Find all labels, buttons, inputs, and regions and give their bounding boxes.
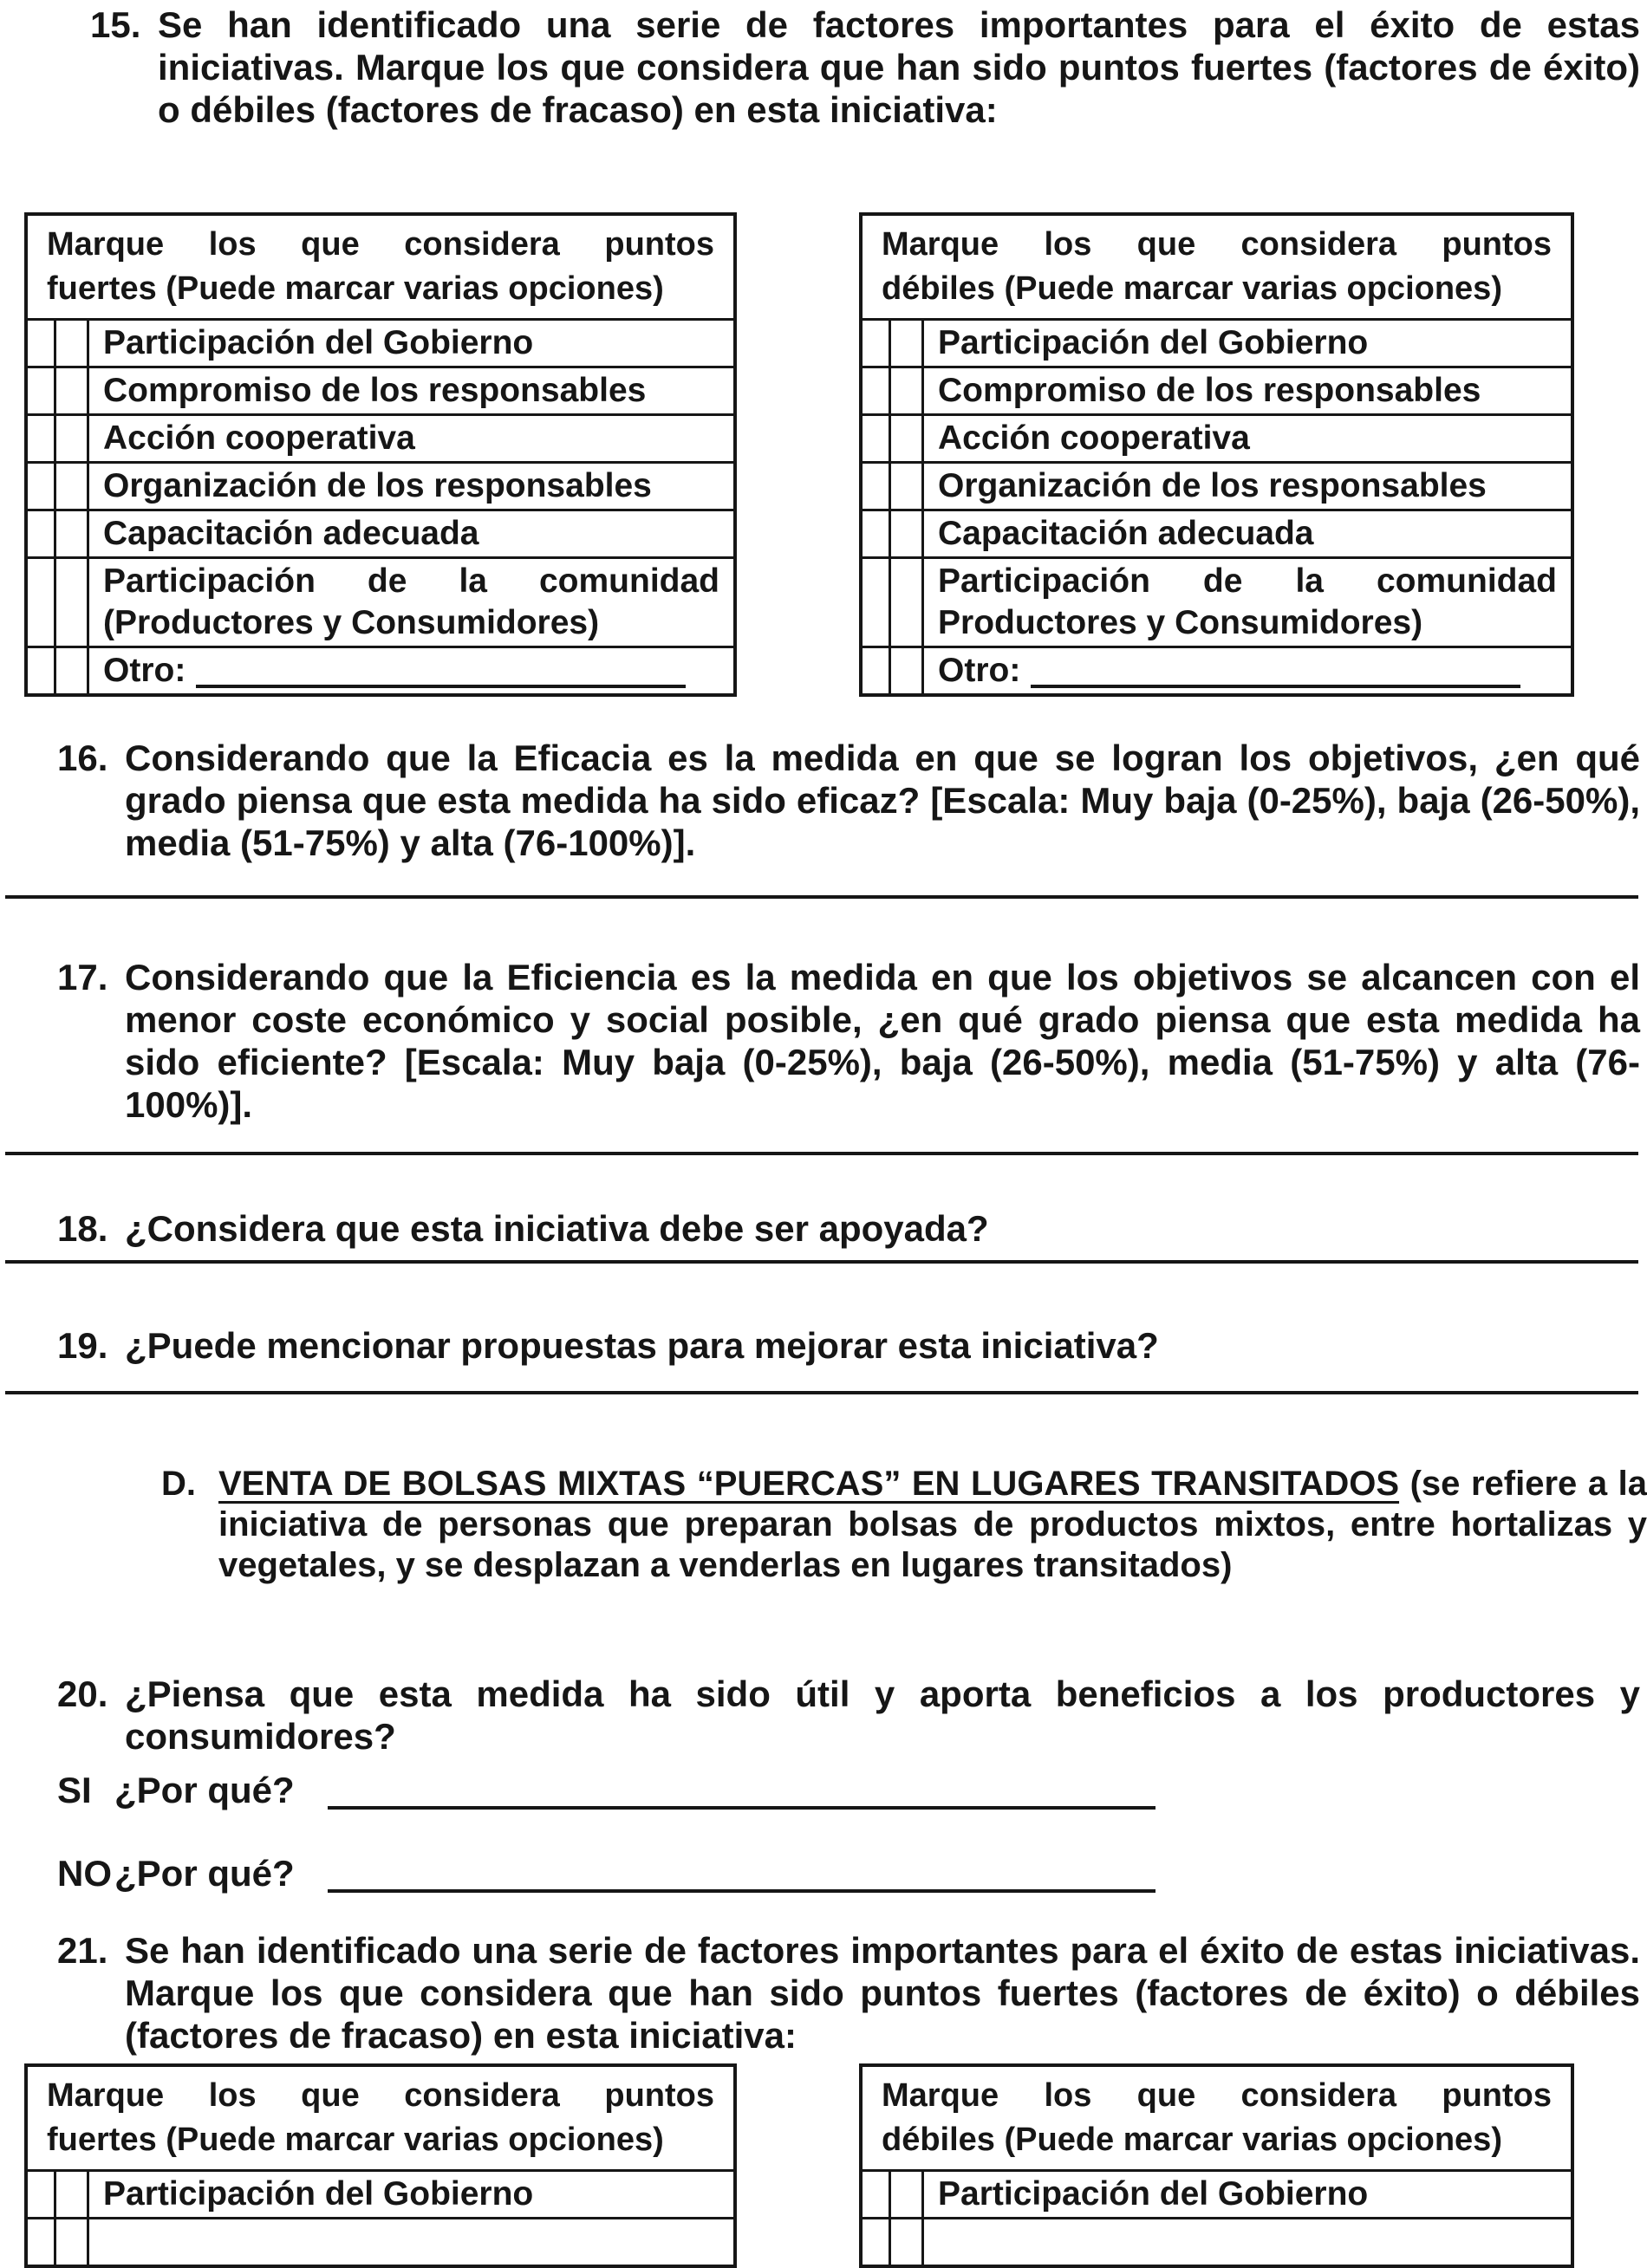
checkbox-cell[interactable] — [56, 2219, 89, 2265]
question-19-number: 19. — [57, 1325, 108, 1366]
other-label-cell: Otro: — [924, 648, 1571, 693]
strong-factors-header: Marque los que considera puntos fuertes (Puede marcar varias opciones) — [28, 2067, 733, 2172]
question-18 — [57, 1207, 1640, 1250]
checkbox-cell[interactable] — [863, 368, 891, 413]
checkbox-cell[interactable] — [56, 511, 89, 556]
question-17-text: Considerando que la Eficiencia es la medida en que los objetivos se alcancen con el menor coste económico y social posible, ¿en qué grado piensa que esta medida ha sido eficiente? [Escala: Muy baja (0-25%), baja (26-50%), media (51-75%) y alta (76-100%)]. — [125, 957, 1640, 1125]
checkbox-cell[interactable] — [891, 2219, 924, 2265]
factor-row — [28, 416, 733, 464]
factor-row — [863, 368, 1571, 416]
checkbox-cell[interactable] — [28, 2219, 56, 2265]
checkbox-cell[interactable] — [28, 321, 56, 366]
question-20-text: ¿Piensa que esta medida ha sido útil y aporta beneficios a los productores y consumidores? — [125, 1673, 1640, 1757]
strong-factors-table — [24, 2063, 737, 2268]
factor-row — [863, 321, 1571, 368]
document-page — [0, 3, 1647, 2232]
factor-row-community — [28, 559, 733, 648]
checkbox-cell[interactable] — [891, 321, 924, 366]
checkbox-cell[interactable] — [56, 464, 89, 509]
factor-row — [863, 2219, 1571, 2265]
factor-row — [863, 511, 1571, 559]
factor-label: Compromiso de los responsables — [938, 372, 1481, 409]
checkbox-cell[interactable] — [863, 2219, 891, 2265]
checkbox-cell[interactable] — [56, 416, 89, 461]
checkbox-cell[interactable] — [863, 464, 891, 509]
checkbox-cell[interactable] — [891, 559, 924, 646]
factor-row — [863, 2172, 1571, 2219]
factor-row-other — [863, 648, 1571, 693]
answer-line[interactable] — [5, 1391, 1638, 1394]
weak-factors-header: Marque los que considera puntos débiles (Puede marcar varias opciones) — [863, 2067, 1571, 2172]
question-18-text: ¿Considera que esta iniciativa debe ser apoyada? — [125, 1208, 989, 1249]
checkbox-cell[interactable] — [56, 559, 89, 646]
question-17-number: 17. — [57, 957, 108, 998]
question-16-number: 16. — [57, 738, 108, 778]
answer-line[interactable] — [5, 1152, 1638, 1155]
question-20-number: 20. — [57, 1673, 108, 1714]
checkbox-cell[interactable] — [28, 2172, 56, 2217]
section-d-heading — [161, 1464, 1647, 1586]
factor-row — [863, 464, 1571, 511]
checkbox-cell[interactable] — [863, 416, 891, 461]
factor-tables-21 — [24, 2063, 1647, 2268]
factor-row — [28, 368, 733, 416]
question-19 — [57, 1324, 1640, 1367]
question-16 — [57, 737, 1640, 864]
checkbox-cell[interactable] — [891, 464, 924, 509]
factor-label: Participación del Gobierno — [103, 2175, 534, 2213]
checkbox-cell[interactable] — [28, 511, 56, 556]
factor-label: Organización de los responsables — [103, 467, 652, 504]
factor-label: Acción cooperativa — [938, 419, 1250, 457]
weak-factors-table — [859, 2063, 1574, 2268]
question-21-text: Se han identificado una serie de factores importantes para el éxito de estas iniciativas. Marque los que considera que han sido puntos fuertes (factores de éxito) o débiles (factores de fracaso) en esta iniciativa: — [125, 1930, 1640, 2056]
checkbox-cell[interactable] — [863, 321, 891, 366]
checkbox-cell[interactable] — [891, 368, 924, 413]
section-d-letter: D. — [161, 1465, 196, 1503]
question-15 — [90, 3, 1640, 131]
question-21-number: 21. — [57, 1930, 108, 1971]
checkbox-cell[interactable] — [56, 2172, 89, 2217]
other-answer-blank[interactable] — [196, 652, 686, 688]
other-answer-blank[interactable] — [1031, 652, 1520, 688]
no-label: NO — [57, 1853, 112, 1894]
factor-tables-15 — [24, 212, 1647, 697]
factor-row-other — [28, 648, 733, 693]
checkbox-cell[interactable] — [28, 416, 56, 461]
factor-label — [89, 2219, 733, 2265]
question-19-text: ¿Puede mencionar propuestas para mejorar esta iniciativa? — [125, 1325, 1159, 1366]
checkbox-cell[interactable] — [56, 648, 89, 693]
factor-label: Compromiso de los responsables — [103, 372, 647, 409]
factor-label: Participación de la comunidad (Productores y Consumidores) — [103, 562, 719, 641]
checkbox-cell[interactable] — [891, 416, 924, 461]
checkbox-cell[interactable] — [863, 648, 891, 693]
question-17 — [57, 956, 1640, 1126]
checkbox-cell[interactable] — [891, 648, 924, 693]
checkbox-cell[interactable] — [863, 2172, 891, 2217]
factor-label: Participación de la comunidad Productores y Consumidores) — [938, 562, 1557, 641]
si-label: SI — [57, 1770, 92, 1810]
factor-label: Capacitación adecuada — [103, 515, 479, 552]
factor-row — [28, 2219, 733, 2265]
factor-label: Acción cooperativa — [103, 419, 415, 457]
question-20 — [57, 1673, 1640, 1758]
factor-label: Participación del Gobierno — [103, 324, 534, 361]
factor-row-community — [863, 559, 1571, 648]
question-18-number: 18. — [57, 1208, 108, 1249]
question-15-number: 15. — [90, 4, 141, 45]
section-d-description: (se refiere a la iniciativa de personas que preparan bolsas de productos mixtos, entre hortalizas y vegetales, y se desplazan a venderlas en lugares transitados) — [218, 1465, 1647, 1584]
factor-row — [863, 416, 1571, 464]
checkbox-cell[interactable] — [28, 648, 56, 693]
factor-label: Organización de los responsables — [938, 467, 1487, 504]
no-answer-blank[interactable] — [328, 1853, 1156, 1893]
checkbox-cell[interactable] — [56, 321, 89, 366]
strong-factors-table — [24, 212, 737, 697]
factor-label: Participación del Gobierno — [938, 2175, 1369, 2213]
si-answer-blank[interactable] — [328, 1770, 1156, 1810]
checkbox-cell[interactable] — [863, 559, 891, 646]
checkbox-cell[interactable] — [863, 511, 891, 556]
other-label-cell: Otro: — [89, 648, 733, 693]
answer-line[interactable] — [5, 1260, 1638, 1264]
factor-label: Participación del Gobierno — [938, 324, 1369, 361]
factor-row — [28, 464, 733, 511]
factor-row — [28, 321, 733, 368]
factor-label — [924, 2219, 1571, 2265]
weak-factors-table — [859, 212, 1574, 697]
checkbox-cell[interactable] — [56, 368, 89, 413]
factor-label: Capacitación adecuada — [938, 515, 1314, 552]
question-16-text: Considerando que la Eficacia es la medida en que se logran los objetivos, ¿en qué grado piensa que esta medida ha sido eficaz? [Escala: Muy baja (0-25%), baja (26-50%), media (51-75%) y alta (76-100%)]. — [125, 738, 1640, 863]
factor-row — [28, 511, 733, 559]
weak-factors-header: Marque los que considera puntos débiles (Puede marcar varias opciones) — [863, 216, 1571, 321]
answer-line[interactable] — [5, 895, 1638, 899]
answer-row-si — [57, 1768, 1647, 1813]
checkbox-cell[interactable] — [28, 559, 56, 646]
question-21 — [57, 1929, 1640, 2057]
strong-factors-header: Marque los que considera puntos fuertes (Puede marcar varias opciones) — [28, 216, 733, 321]
section-d-title: VENTA DE BOLSAS MIXTAS “PUERCAS” EN LUGARES TRANSITADOS — [218, 1465, 1400, 1503]
checkbox-cell[interactable] — [891, 2172, 924, 2217]
checkbox-cell[interactable] — [28, 464, 56, 509]
question-15-text: Se han identificado una serie de factores importantes para el éxito de estas iniciativas. Marque los que considera que han sido puntos fuertes (factores de éxito) o débiles (factores de fracaso) en esta iniciativa: — [158, 4, 1640, 130]
checkbox-cell[interactable] — [891, 511, 924, 556]
why-label: ¿Por qué? — [114, 1853, 295, 1894]
checkbox-cell[interactable] — [28, 368, 56, 413]
why-label: ¿Por qué? — [114, 1770, 295, 1810]
answer-row-no — [57, 1851, 1647, 1896]
factor-row — [28, 2172, 733, 2219]
